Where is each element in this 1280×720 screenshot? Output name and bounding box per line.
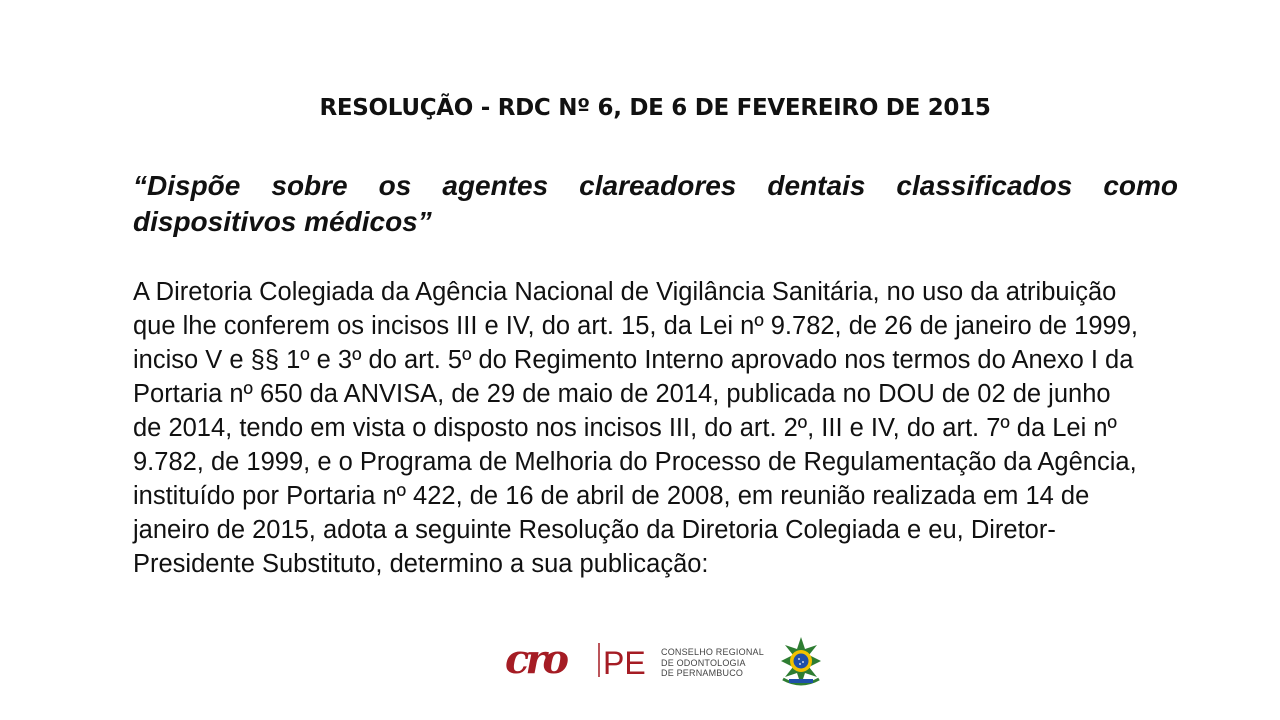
cro-logo-text: cro — [505, 636, 566, 683]
cro-logo-suffix: PE — [603, 645, 646, 681]
cro-pe-logo — [503, 635, 653, 685]
brazil-coat-of-arms-icon — [775, 635, 827, 689]
council-name — [661, 647, 764, 679]
council-line: DE PERNAMBUCO — [661, 668, 744, 678]
council-line: DE ODONTOLOGIA — [661, 657, 746, 668]
footer-logos — [503, 635, 833, 690]
document-subtitle: “Dispõe sobre os agentes clareadores dentais classificados como dispositivos médicos” — [133, 170, 1178, 237]
council-line: CONSELHO REGIONAL — [661, 647, 764, 657]
document-title: RESOLUÇÃO - RDC Nº 6, DE 6 DE FEVEREIRO DE 2015 — [319, 95, 991, 121]
document-body: A Diretoria Colegiada da Agência Nacional de Vigilância Sanitária, no uso da atribuição que lhe conferem os incisos III e IV, do art. 15, da Lei nº 9.782, de 26 de janeiro de 1999, inciso V e §§ 1º e 3º do art. 5º do Regimento Interno aprovado nos termos do Anexo I da Portaria nº 650 da ANVISA, de 29 de maio de 2014, publicada no DOU de 02 de junho de 2014, tendo em vista o disposto nos incisos III, do art. 2º, III e IV, do art. 7º da Lei nº 9.782, de 1999, e o Programa de Melhoria do Processo de Regulamentação da Agência, instituído por Portaria nº 422, de 16 de abril de 2008, em reunião realizada em 14 de janeiro de 2015, adota a seguinte Resolução da Diretoria Colegiada e eu, Diretor-Presidente Substituto, determino a sua publicação: — [133, 278, 1138, 578]
